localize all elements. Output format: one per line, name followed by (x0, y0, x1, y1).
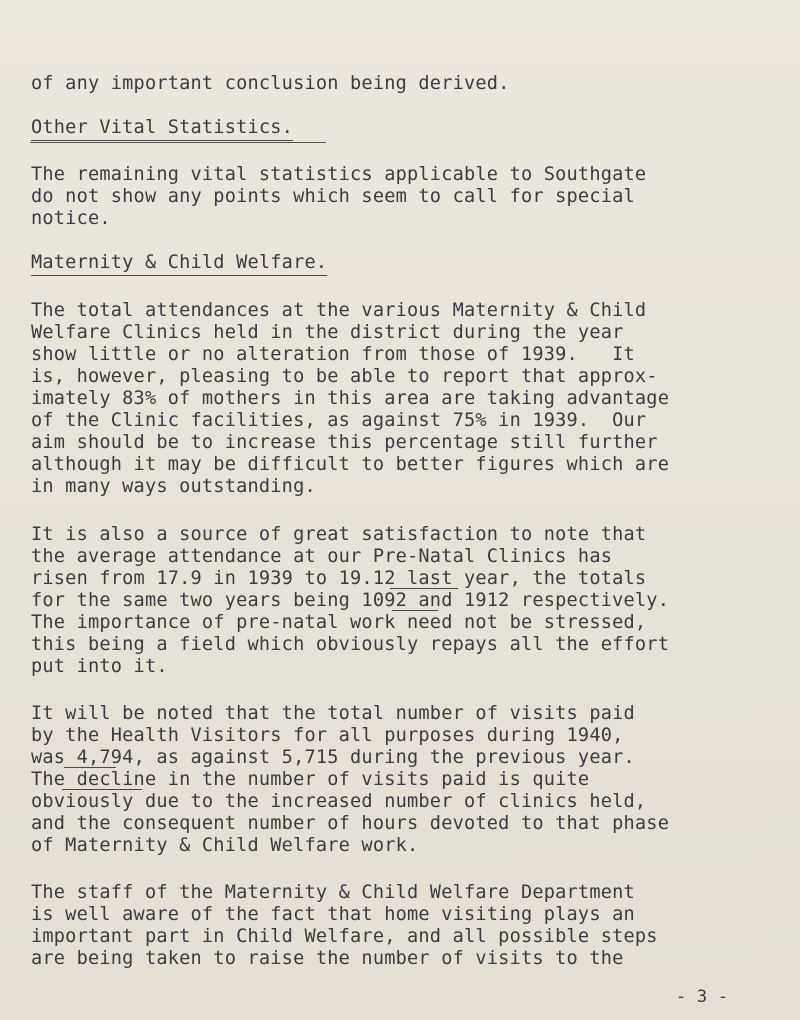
paragraph-line: for the same two years being 1092 and 1912 respectively. (31, 590, 670, 611)
opening-line: of any important conclusion being derived. (31, 73, 510, 94)
paragraph-line: and the consequent number of hours devoted to that phase (31, 813, 670, 834)
heading-rule (30, 142, 326, 143)
paragraph-line: The decline in the number of visits paid is quite (31, 769, 590, 790)
paragraph-line: this being a field which obviously repays all the effort (31, 634, 670, 655)
paragraph-line: The total attendances at the various Maternity & Child (31, 300, 647, 321)
paragraph-line: although it may be difficult to better figures which are (31, 454, 670, 475)
paragraph-line: The staff of the Maternity & Child Welfare Department (31, 882, 635, 903)
paragraph-line: It will be noted that the total number of visits paid (31, 703, 635, 724)
paragraph-line: was 4,794, as against 5,715 during the previous year. (31, 747, 635, 768)
underline-mark (64, 767, 116, 768)
paragraph-line: in many ways outstanding. (31, 476, 316, 497)
paragraph-line: of the Clinic facilities, as against 75% in 1939. Our (31, 410, 647, 431)
paragraph-line: show little or no alteration from those of 1939. It (31, 344, 635, 365)
section-heading-other-vital-statistics (31, 117, 293, 139)
paragraph-line: put into it. (31, 656, 168, 677)
underline-mark (62, 789, 142, 790)
paragraph-line: by the Health Visitors for all purposes during 1940, (31, 725, 624, 746)
paragraph-line: do not show any points which seem to call for special (31, 186, 635, 207)
paragraph-line: risen from 17.9 in 1939 to 19.12 last year, the totals (31, 568, 647, 589)
paragraph-line: obviously due to the increased number of clinics held, (31, 791, 647, 812)
heading-text: Maternity & Child Welfare. (31, 252, 327, 276)
paragraph-line: imately 83% of mothers in this area are taking advantage (31, 388, 670, 409)
paragraph-line: important part in Child Welfare, and all possible steps (31, 926, 658, 947)
section-heading-maternity-child-welfare (31, 252, 327, 274)
paragraph-line: of Maternity & Child Welfare work. (31, 835, 419, 856)
paragraph-line: notice. (31, 208, 111, 229)
paragraph-line: The remaining vital statistics applicable to Southgate (31, 164, 647, 185)
underline-mark (392, 610, 438, 611)
paragraph-line: is well aware of the fact that home visiting plays an (31, 904, 635, 925)
heading-text: Other Vital Statistics. (31, 117, 293, 141)
paragraph-line: It is also a source of great satisfaction to note that (31, 524, 647, 545)
underline-mark (390, 588, 458, 589)
paragraph-line: aim should be to increase this percentage still further (31, 432, 658, 453)
paragraph-line: are being taken to raise the number of visits to the (31, 948, 624, 969)
paragraph-line: Welfare Clinics held in the district during the year (31, 322, 624, 343)
paragraph-line: the average attendance at our Pre-Natal Clinics has (31, 546, 613, 567)
page-number: - 3 - (676, 987, 729, 1007)
paragraph-line: is, however, pleasing to be able to report that approx- (31, 366, 658, 387)
paragraph-line: The importance of pre-natal work need not be stressed, (31, 612, 647, 633)
